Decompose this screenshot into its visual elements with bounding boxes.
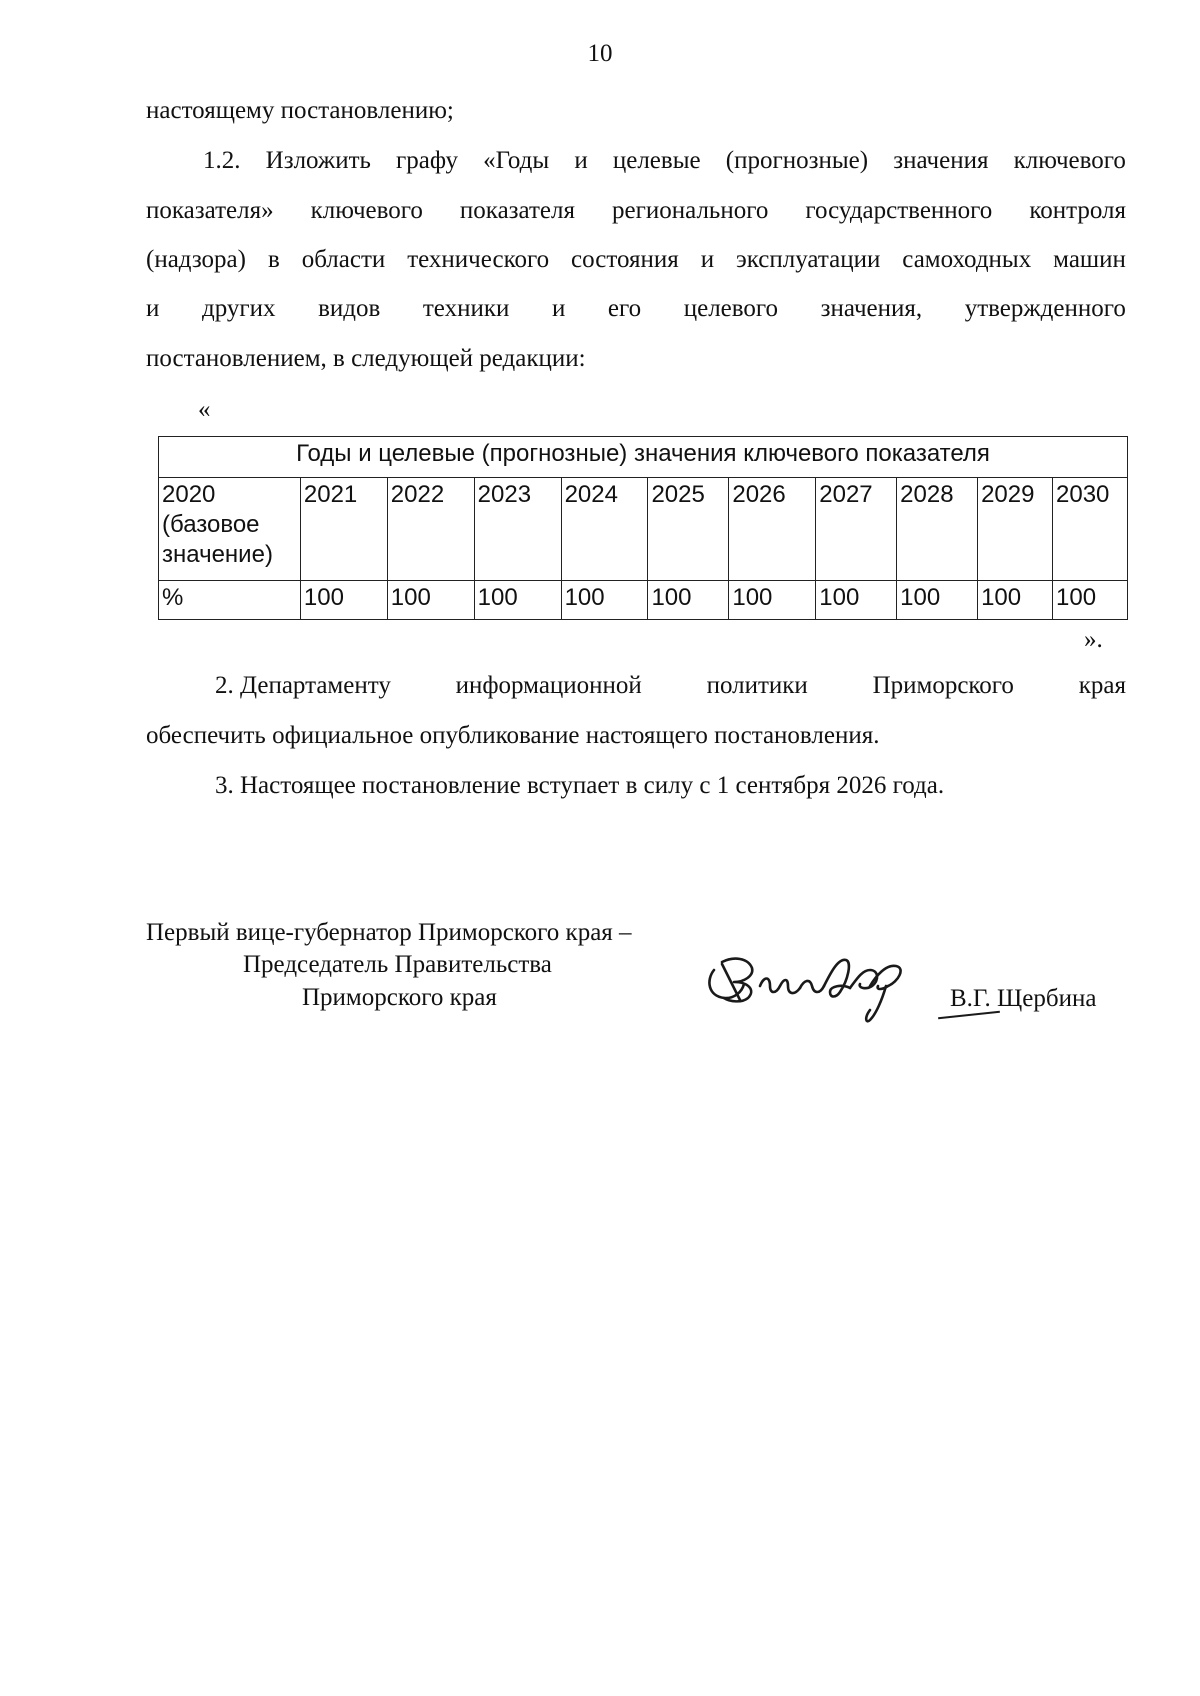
value-cell: 100 (897, 581, 978, 620)
value-cell: 100 (387, 581, 474, 620)
table-row-values (159, 581, 1128, 620)
signatory-name: В.Г. Щербина (950, 985, 1097, 1012)
base-year-cell: 2020 (базовое значение) (159, 478, 301, 581)
para-1-2-line-4: и других видов техники и его целевого значения, утвержденного (146, 295, 1126, 322)
year-cell: 2030 (1053, 478, 1128, 581)
year-cell: 2023 (474, 478, 561, 581)
quote-close-mark: ». (1084, 626, 1103, 653)
table-title: Годы и целевые (прогнозные) значения ключевого показателя (159, 437, 1128, 478)
year-cell: 2021 (300, 478, 387, 581)
value-cell: 100 (1053, 581, 1128, 620)
year-cell: 2025 (648, 478, 729, 581)
para-2-line-1: 2. Департаменту информационной политики Приморского края (215, 672, 1126, 699)
para-1-2-line-3: (надзора) в области технического состояния и эксплуатации самоходных машин (146, 246, 1126, 273)
value-cell: 100 (300, 581, 387, 620)
value-cell: 100 (816, 581, 897, 620)
year-cell: 2029 (978, 478, 1053, 581)
para-2-line-2: обеспечить официальное опубликование настоящего постановления. (146, 722, 880, 749)
para-1-2-line-1: 1.2. Изложить графу «Годы и целевые (прогнозные) значения ключевого (203, 147, 1126, 174)
para-3: 3. Настоящее постановление вступает в силу с 1 сентября 2026 года. (215, 772, 945, 799)
value-cell: 100 (648, 581, 729, 620)
table-row-years (159, 478, 1128, 581)
signatory-position-line-3: Приморского края (302, 984, 497, 1011)
signature-underline (938, 1011, 1000, 1019)
unit-cell: % (159, 581, 301, 620)
intro-line: настоящему постановлению; (146, 97, 454, 124)
year-cell: 2022 (387, 478, 474, 581)
value-cell: 100 (978, 581, 1053, 620)
para-1-2-line-5: постановлением, в следующей редакции: (146, 345, 586, 372)
value-cell: 100 (474, 581, 561, 620)
signatory-position-line-1: Первый вице-губернатор Приморского края – (146, 919, 632, 946)
year-cell: 2024 (561, 478, 648, 581)
indicator-table (158, 436, 1128, 620)
handwritten-signature (700, 940, 930, 1040)
signatory-position-line-2: Председатель Правительства (243, 951, 552, 978)
quote-open-mark: « (198, 396, 211, 423)
para-1-2-line-2: показателя» ключевого показателя регионального государственного контроля (146, 197, 1126, 224)
signature-scribble (700, 940, 930, 1040)
year-cell: 2028 (897, 478, 978, 581)
year-cell: 2027 (816, 478, 897, 581)
value-cell: 100 (729, 581, 816, 620)
year-cell: 2026 (729, 478, 816, 581)
page-number: 10 (587, 40, 613, 67)
value-cell: 100 (561, 581, 648, 620)
